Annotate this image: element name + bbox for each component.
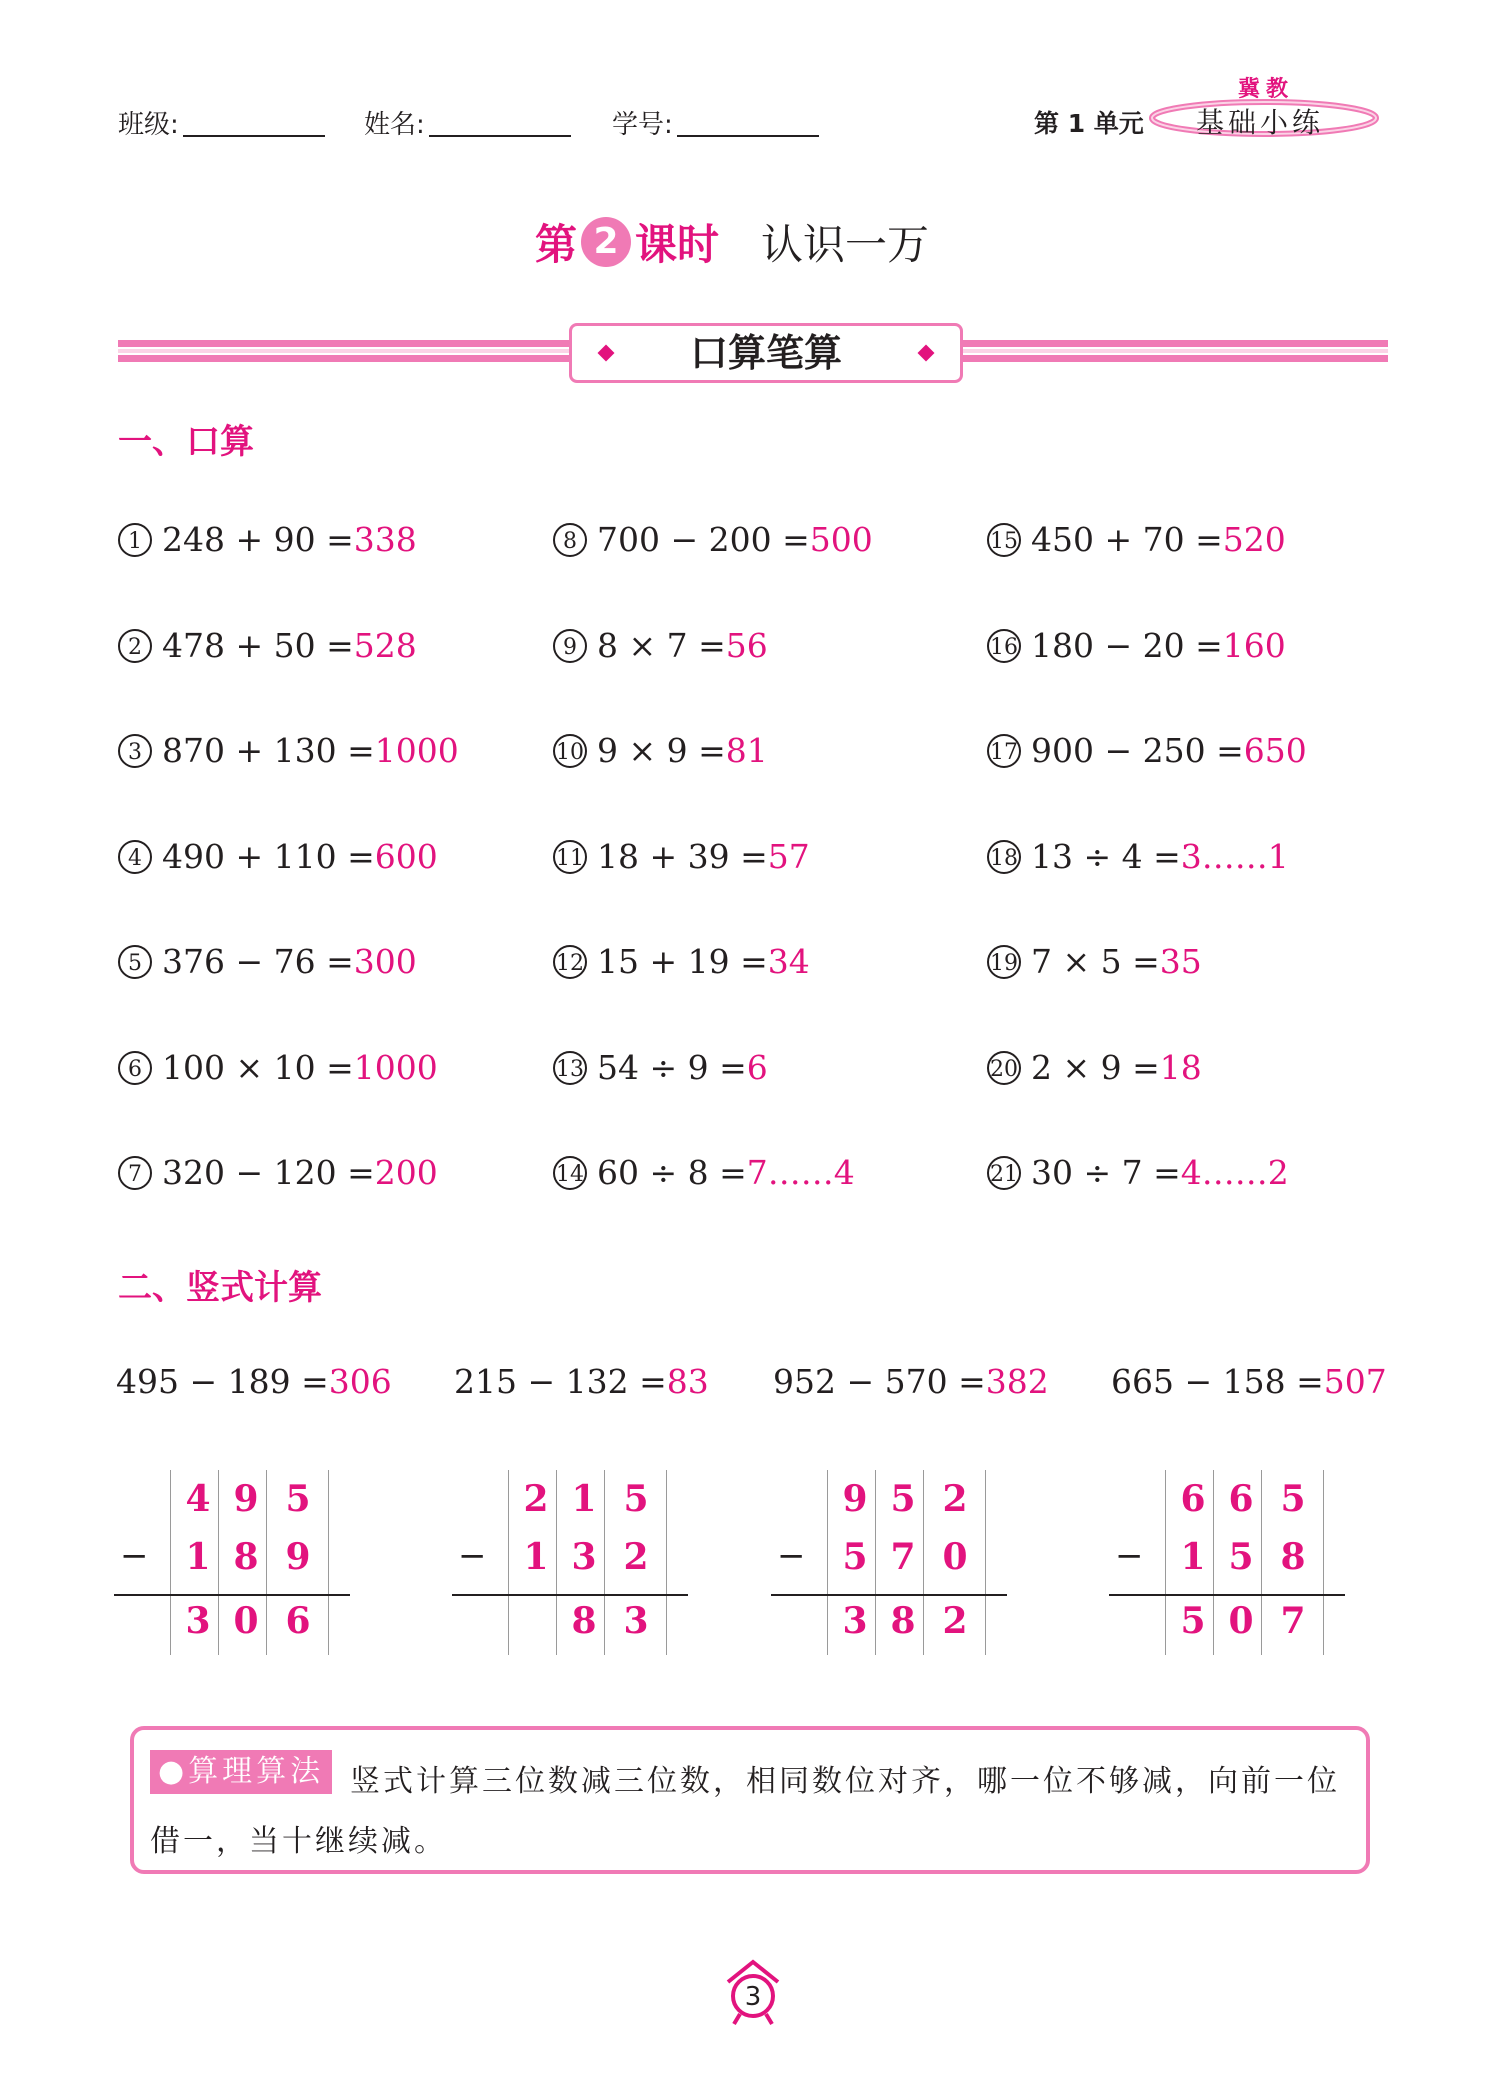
oral-problem	[118, 942, 417, 981]
section-vertical-heading: 二、竖式计算	[118, 1268, 322, 1308]
student-id-blank[interactable]	[677, 135, 819, 137]
top-digit: 6	[1228, 1478, 1254, 1520]
result-digit[interactable]: 5	[1180, 1600, 1206, 1642]
problem-number: 17	[987, 734, 1021, 768]
problem-expression: 490 + 110 =	[162, 837, 375, 876]
oral-problem	[553, 626, 768, 665]
unit-label: 第 1 单元	[1034, 109, 1144, 138]
oral-problem	[987, 942, 1202, 981]
result-digit[interactable]: 8	[571, 1600, 597, 1642]
top-digit: 9	[842, 1478, 868, 1520]
bottom-digit: 5	[1228, 1536, 1254, 1578]
oral-problem	[553, 731, 768, 770]
sum-line	[1109, 1594, 1345, 1596]
bottom-digit: 0	[942, 1536, 968, 1578]
problem-expression: 700 − 200 =	[597, 520, 810, 559]
tip-text: 竖式计算三位数减三位数，相同数位对齐，哪一位不够减，向前一位借一，当十继续减。	[150, 1764, 1340, 1859]
problem-answer[interactable]: 300	[353, 942, 417, 981]
problem-number: 13	[553, 1051, 587, 1085]
problem-expression: 320 − 120 =	[162, 1153, 375, 1192]
problem-answer[interactable]: 500	[809, 520, 873, 559]
vertical-calc-grid	[771, 1470, 1007, 1655]
top-digit: 2	[942, 1478, 968, 1520]
oral-problem	[553, 942, 810, 981]
top-digit: 5	[623, 1478, 649, 1520]
problem-number: 15	[987, 523, 1021, 557]
problem-answer[interactable]: 81	[725, 731, 768, 770]
lesson-number-group	[535, 212, 719, 272]
class-label: 班级:	[118, 110, 179, 140]
oral-problem	[118, 837, 438, 876]
problem-answer[interactable]: 18	[1159, 1048, 1202, 1087]
oral-problem	[987, 837, 1289, 876]
oral-problem	[118, 1048, 438, 1087]
answer[interactable]: 507	[1323, 1362, 1387, 1401]
section-banner	[569, 323, 963, 383]
problem-number: 20	[987, 1051, 1021, 1085]
banner-label: 口算笔算	[689, 331, 842, 375]
oral-problem	[553, 520, 873, 559]
problem-expression: 18 + 39 =	[597, 837, 768, 876]
problem-number: 5	[118, 945, 152, 979]
tip-box	[130, 1726, 1370, 1874]
lesson-title	[535, 212, 929, 272]
answer[interactable]: 306	[328, 1362, 392, 1401]
bottom-digit: 8	[1280, 1536, 1306, 1578]
answer[interactable]: 382	[985, 1362, 1049, 1401]
column-divider	[508, 1470, 509, 1655]
oral-problem	[987, 626, 1286, 665]
column-divider	[1323, 1470, 1324, 1655]
problem-answer[interactable]: 35	[1159, 942, 1202, 981]
name-blank[interactable]	[429, 135, 571, 137]
column-divider	[328, 1470, 329, 1655]
result-digit[interactable]: 0	[1228, 1600, 1254, 1642]
page-number: 3	[744, 1982, 762, 2012]
bottom-digit: 1	[523, 1536, 549, 1578]
oral-problem	[987, 520, 1286, 559]
oral-problem	[118, 520, 417, 559]
problem-number: 3	[118, 734, 152, 768]
problem-number: 11	[553, 840, 587, 874]
bottom-digit: 8	[233, 1536, 259, 1578]
problem-number: 4	[118, 840, 152, 874]
top-digit: 5	[285, 1478, 311, 1520]
problem-answer[interactable]: 7……4	[746, 1153, 855, 1192]
brand-publisher: 冀教	[1238, 77, 1295, 102]
top-digit: 4	[185, 1478, 211, 1520]
problem-answer[interactable]: 6	[746, 1048, 768, 1087]
problem-expression: 7 × 5 =	[1031, 942, 1160, 981]
oral-problem	[118, 1153, 438, 1192]
problem-expression: 8 × 7 =	[597, 626, 726, 665]
problem-expression: 248 + 90 =	[162, 520, 354, 559]
lesson-suffix: 课时	[635, 220, 720, 269]
problem-expression: 870 + 130 =	[162, 731, 375, 770]
name-field	[364, 104, 571, 141]
problem-number: 12	[553, 945, 587, 979]
top-digit: 5	[890, 1478, 916, 1520]
top-digit: 5	[1280, 1478, 1306, 1520]
problem-answer[interactable]: 56	[725, 626, 768, 665]
top-digit: 2	[523, 1478, 549, 1520]
problem-number: 16	[987, 629, 1021, 663]
problem-answer[interactable]: 520	[1222, 520, 1286, 559]
page-number-badge	[722, 1956, 784, 2028]
problem-answer[interactable]: 600	[374, 837, 438, 876]
problem-expression: 9 × 9 =	[597, 731, 726, 770]
column-divider	[827, 1470, 828, 1655]
bottom-digit: 2	[623, 1536, 649, 1578]
problem-expression: 900 − 250 =	[1031, 731, 1244, 770]
problem-expression: 15 + 19 =	[597, 942, 768, 981]
problem-expression: 30 ÷ 7 =	[1031, 1153, 1181, 1192]
result-digit[interactable]: 6	[285, 1600, 311, 1642]
problem-expression: 478 + 50 =	[162, 626, 354, 665]
problem-number: 21	[987, 1156, 1021, 1190]
diamond-right-icon	[918, 345, 935, 362]
class-field	[118, 104, 325, 141]
result-digit[interactable]: 0	[233, 1600, 259, 1642]
problem-expression: 60 ÷ 8 =	[597, 1153, 747, 1192]
sum-line	[114, 1594, 350, 1596]
oral-problem	[118, 626, 417, 665]
sum-line	[771, 1594, 1007, 1596]
bottom-digit: 7	[890, 1536, 916, 1578]
result-digit[interactable]: 2	[942, 1600, 968, 1642]
vertical-problem-expression	[454, 1362, 709, 1401]
answer[interactable]: 83	[666, 1362, 709, 1401]
section-oral-heading: 一、口算	[118, 422, 254, 462]
problem-answer[interactable]: 338	[353, 520, 417, 559]
problem-number: 18	[987, 840, 1021, 874]
oral-problem	[553, 1048, 768, 1087]
student-id-field	[612, 104, 819, 141]
lesson-name: 认识一万	[761, 220, 930, 269]
problem-answer[interactable]: 650	[1243, 731, 1307, 770]
bottom-digit: 9	[285, 1536, 311, 1578]
minus-sign: −	[120, 1536, 149, 1576]
vertical-problem-expression	[116, 1362, 392, 1401]
brand-name: 基础小练	[1196, 106, 1325, 139]
vertical-calc-grid	[1109, 1470, 1345, 1655]
lesson-number: 2	[581, 217, 631, 267]
expression: 215 − 132 =	[454, 1362, 667, 1401]
problem-number: 2	[118, 629, 152, 663]
problem-answer[interactable]: 528	[353, 626, 417, 665]
result-digit[interactable]: 3	[842, 1600, 868, 1642]
problem-number: 10	[553, 734, 587, 768]
column-divider	[170, 1470, 171, 1655]
minus-sign: −	[458, 1536, 487, 1576]
problem-number: 8	[553, 523, 587, 557]
problem-number: 7	[118, 1156, 152, 1190]
problem-expression: 13 ÷ 4 =	[1031, 837, 1181, 876]
vertical-calc-grid	[452, 1470, 688, 1655]
top-digit: 1	[571, 1478, 597, 1520]
problem-number: 6	[118, 1051, 152, 1085]
problem-number: 1	[118, 523, 152, 557]
result-digit[interactable]: 7	[1280, 1600, 1306, 1642]
problem-answer[interactable]: 34	[767, 942, 810, 981]
column-divider	[985, 1470, 986, 1655]
bottom-digit: 5	[842, 1536, 868, 1578]
problem-answer[interactable]: 1000	[374, 731, 459, 770]
oral-problem	[987, 1048, 1202, 1087]
diamond-left-icon	[598, 345, 615, 362]
problem-expression: 100 × 10 =	[162, 1048, 354, 1087]
column-divider	[1165, 1470, 1166, 1655]
problem-number: 14	[553, 1156, 587, 1190]
oral-problem	[553, 1153, 855, 1192]
problem-expression: 180 − 20 =	[1031, 626, 1223, 665]
result-digit[interactable]: 3	[623, 1600, 649, 1642]
problem-expression: 376 − 76 =	[162, 942, 354, 981]
name-label: 姓名:	[364, 110, 425, 140]
problem-answer[interactable]: 200	[374, 1153, 438, 1192]
minus-sign: −	[777, 1536, 806, 1576]
vertical-problem-expression	[773, 1362, 1049, 1401]
problem-answer[interactable]: 4……2	[1180, 1153, 1289, 1192]
class-blank[interactable]	[183, 135, 325, 137]
problem-answer[interactable]: 160	[1222, 626, 1286, 665]
problem-expression: 450 + 70 =	[1031, 520, 1223, 559]
oral-problem	[553, 837, 810, 876]
problem-answer[interactable]: 3……1	[1180, 837, 1289, 876]
problem-number: 9	[553, 629, 587, 663]
bottom-digit: 3	[571, 1536, 597, 1578]
expression: 665 − 158 =	[1111, 1362, 1324, 1401]
sum-line	[452, 1594, 688, 1596]
problem-expression: 2 × 9 =	[1031, 1048, 1160, 1087]
bottom-digit: 1	[185, 1536, 211, 1578]
oral-problem	[987, 1153, 1289, 1192]
lesson-prefix: 第	[535, 220, 578, 269]
expression: 952 − 570 =	[773, 1362, 986, 1401]
result-digit[interactable]: 8	[890, 1600, 916, 1642]
top-digit: 9	[233, 1478, 259, 1520]
vertical-problem-expression	[1111, 1362, 1387, 1401]
column-divider	[666, 1470, 667, 1655]
result-digit[interactable]: 3	[185, 1600, 211, 1642]
vertical-calc-grid	[114, 1470, 350, 1655]
tip-label: ●算理算法	[150, 1750, 332, 1794]
student-id-label: 学号:	[612, 110, 673, 140]
problem-answer[interactable]: 57	[767, 837, 810, 876]
bottom-digit: 1	[1180, 1536, 1206, 1578]
problem-answer[interactable]: 1000	[353, 1048, 438, 1087]
problem-expression: 54 ÷ 9 =	[597, 1048, 747, 1087]
minus-sign: −	[1115, 1536, 1144, 1576]
problem-number: 19	[987, 945, 1021, 979]
oral-problem	[987, 731, 1307, 770]
top-digit: 6	[1180, 1478, 1206, 1520]
expression: 495 − 189 =	[116, 1362, 329, 1401]
oral-problem	[118, 731, 459, 770]
